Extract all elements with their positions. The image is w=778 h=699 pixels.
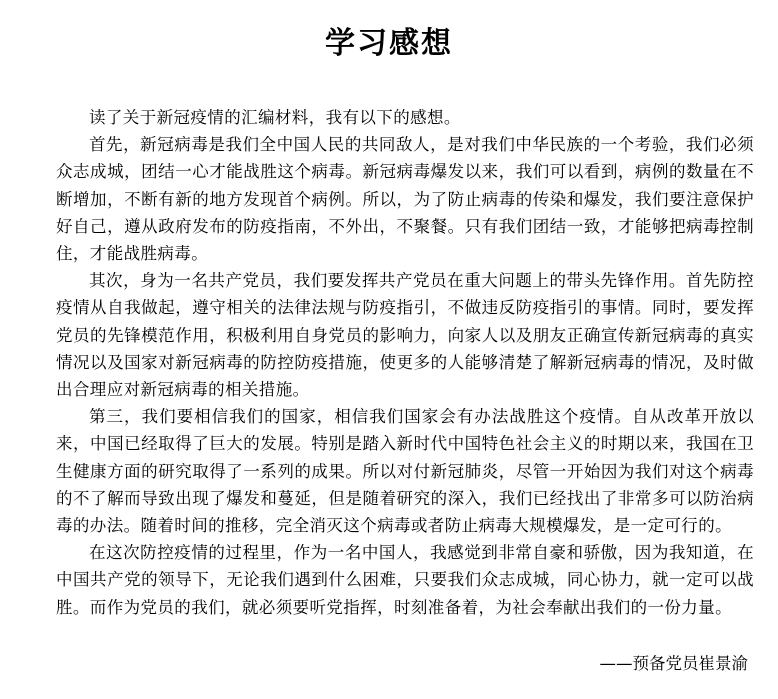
document-body [56, 104, 754, 621]
paragraph-third: 第三，我们要相信我们的国家，相信我们国家会有办法战胜这个疫情。自从改革开放以来，中国已经取得了巨大的发展。特别是踏入新时代中国特色社会主义的时期以来，我国在卫生健康方面的研究取得了一系列的成果。所以对付新冠肺炎，尽管一开始因为我们对这个病毒的不了解而导致出现了爆发和蔓延，但是随着研究的深入，我们已经找出了非常多可以防治病毒的办法。随着时间的推移，完全消灭这个病毒或者防止病毒大规模爆发，是一定可行的。 [56, 407, 754, 536]
page-title: 学习感想 [325, 26, 453, 61]
author-signature: ——预备党员崔景渝 [599, 654, 748, 673]
paragraph-first: 首先，新冠病毒是我们全中国人民的共同敌人，是对我们中华民族的一个考验，我们必须众志成城，团结一心才能战胜这个病毒。新冠病毒爆发以来，我们可以看到，病例的数量在不断增加，不断有新的地方发现首个病例。所以，为了防止病毒的传染和爆发，我们要注意保护好自己，遵从政府发布的防疫指南，不外出，不聚餐。只有我们团结一致，才能够把病毒控制住，才能战胜病毒。 [56, 135, 754, 264]
paragraph-conclusion: 在这次防控疫情的过程里，作为一名中国人，我感觉到非常自豪和骄傲，因为我知道，在中国共产党的领导下，无论我们遇到什么困难，只要我们众志成城，同心协力，就一定可以战胜。而作为党员的我们，就必须要听党指挥，时刻准备着，为社会奉献出我们的一份力量。 [56, 543, 754, 617]
paragraph-second: 其次，身为一名共产党员，我们要发挥共产党员在重大问题上的带头先锋作用。首先防控疫情从自我做起，遵守相关的法律法规与防疫指引，不做违反防疫指引的事情。同时，要发挥党员的先锋模范作用，积极利用自身党员的影响力，向家人以及朋友正确宣传新冠病毒的真实情况以及国家对新冠病毒的防控防疫措施，使更多的人能够清楚了解新冠病毒的情况，及时做出合理应对新冠病毒的相关措施。 [56, 271, 754, 400]
paragraph-intro: 读了关于新冠疫情的汇编材料，我有以下的感想。 [89, 108, 461, 127]
